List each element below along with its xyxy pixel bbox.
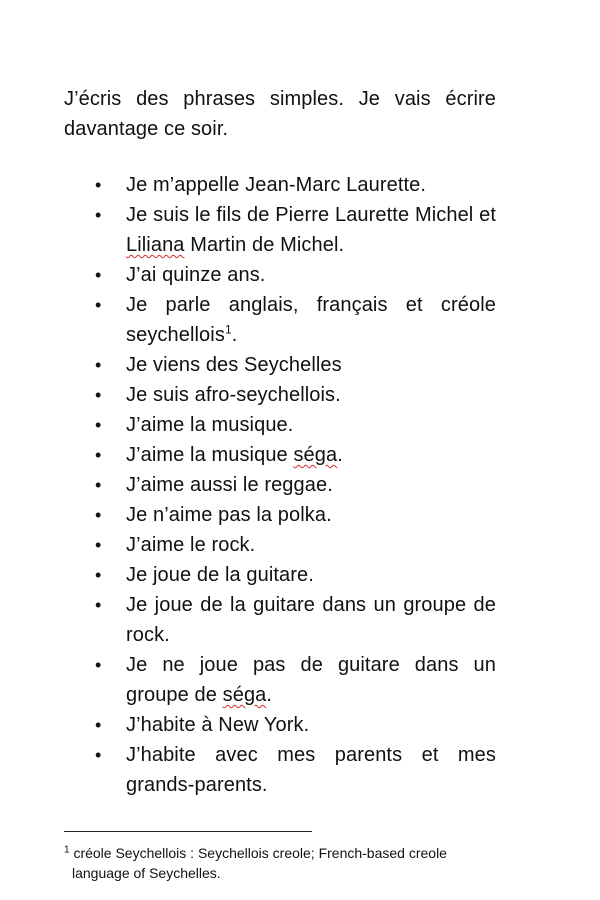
list-item-text: J’habite à New York. bbox=[126, 714, 310, 736]
list-item bbox=[64, 290, 496, 350]
list-item bbox=[64, 650, 496, 710]
list-item-text: Je suis afro-seychellois. bbox=[126, 384, 341, 406]
footnote-text-line1: créole Seychellois : Seychellois creole; French-based creole bbox=[69, 845, 447, 861]
sentence-list bbox=[64, 170, 496, 800]
list-item-text: . bbox=[231, 324, 238, 346]
list-item-text: Je m’appelle Jean-Marc Laurette. bbox=[126, 174, 427, 196]
intro-paragraph: J’écris des phrases simples. Je vais écrire davantage ce soir. bbox=[64, 88, 496, 140]
list-item bbox=[64, 590, 496, 650]
list-item-text: Je joue de la guitare. bbox=[126, 564, 314, 586]
list-item-text: Martin de Michel. bbox=[184, 234, 345, 256]
list-item-text: J’aime la musique bbox=[126, 444, 294, 466]
spellcheck-flagged-word[interactable]: Liliana bbox=[126, 234, 185, 256]
list-item bbox=[64, 200, 496, 260]
list-item-text: Je viens des Seychelles bbox=[126, 354, 342, 376]
spellcheck-flagged-word[interactable]: séga bbox=[293, 444, 338, 466]
spellcheck-flagged-word[interactable]: séga bbox=[222, 684, 267, 706]
list-item-text: J’aime la musique. bbox=[126, 414, 294, 436]
list-item-text: Je joue de la guitare dans un groupe de rock. bbox=[126, 594, 496, 646]
list-item-text: J’aime le rock. bbox=[126, 534, 256, 556]
list-item bbox=[64, 740, 496, 800]
footnote-marker: 1 bbox=[64, 844, 70, 856]
list-item bbox=[64, 380, 496, 410]
footnote-separator bbox=[64, 831, 312, 832]
footnote bbox=[64, 843, 504, 883]
list-item bbox=[64, 710, 496, 740]
list-item bbox=[64, 470, 496, 500]
list-item-text: Je suis le fils de Pierre Laurette Michel et bbox=[126, 204, 496, 226]
list-item-text: Je n’aime pas la polka. bbox=[126, 504, 332, 526]
list-item-text: . bbox=[266, 684, 273, 706]
list-item bbox=[64, 440, 496, 470]
list-item-text: J’aime aussi le reggae. bbox=[126, 474, 333, 496]
list-item-text: Je parle anglais, français et créole seychellois bbox=[126, 294, 496, 346]
list-item bbox=[64, 560, 496, 590]
list-item bbox=[64, 170, 496, 200]
footnote-text-line2: language of Seychelles. bbox=[72, 865, 221, 881]
list-item bbox=[64, 260, 496, 290]
list-item bbox=[64, 530, 496, 560]
list-item bbox=[64, 410, 496, 440]
list-item-text: J’habite avec mes parents et mes grands-parents. bbox=[126, 744, 496, 796]
list-item-text: Je ne joue pas de guitare dans un groupe de bbox=[126, 654, 496, 706]
list-item-text: . bbox=[337, 444, 343, 466]
list-item bbox=[64, 350, 496, 380]
footnote-reference[interactable]: 1 bbox=[224, 322, 232, 337]
list-item-text: J’ai quinze ans. bbox=[126, 264, 266, 286]
list-item bbox=[64, 500, 496, 530]
